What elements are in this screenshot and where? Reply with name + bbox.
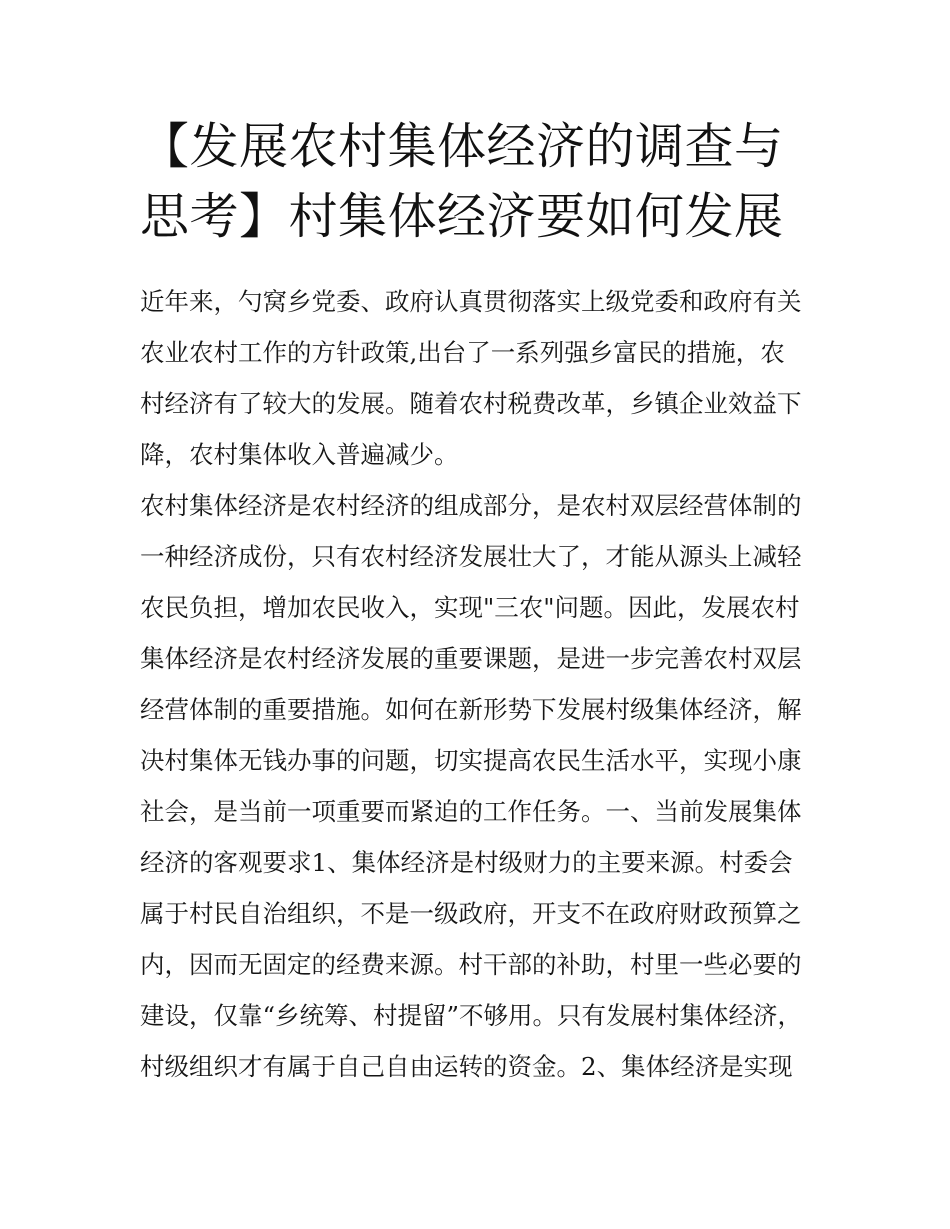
body-line: 村级组织才有属于自己自由运转的资金。2、集体经济是实现: [140, 1052, 793, 1081]
body-line: 农村集体经济是农村经济的组成部分，是农村双层经营体制的: [140, 491, 802, 520]
body-line: 降，农村集体收入普遍减少。: [140, 440, 459, 469]
body-line: 建设，仅靠“乡统筹、村提留”不够用。只有发展村集体经济，: [140, 1001, 803, 1030]
body-line: 一种经济成份，只有农村经济发展壮大了，才能从源头上减轻: [140, 542, 802, 571]
body-line: 村经济有了较大的发展。随着农村税费改革，乡镇企业效益下: [140, 389, 802, 418]
document-body: [140, 276, 830, 1092]
document-title: [140, 112, 830, 252]
title-line-1: 【发展农村集体经济的调查与: [140, 118, 784, 175]
body-line: 农民负担，增加农民收入，实现"三农"问题。因此，发展农村: [140, 593, 800, 622]
body-line: 属于村民自治组织，不是一级政府，开支不在政府财政预算之: [140, 899, 802, 928]
body-line: 近年来，勺窝乡党委、政府认真贯彻落实上级党委和政府有关: [140, 287, 802, 316]
body-line: 集体经济是农村经济发展的重要课题，是进一步完善农村双层: [140, 644, 802, 673]
title-line-2: 思考】村集体经济要如何发展: [140, 188, 784, 245]
body-line: 决村集体无钱办事的问题，切实提高农民生活水平，实现小康: [140, 746, 802, 775]
body-line: 内，因而无固定的经费来源。村干部的补助，村里一些必要的: [140, 950, 802, 979]
body-line: 经济的客观要求1、集体经济是村级财力的主要来源。村委会: [140, 848, 793, 877]
body-line: 社会，是当前一项重要而紧迫的工作任务。一、当前发展集体: [140, 797, 802, 826]
body-line: 经营体制的重要措施。如何在新形势下发展村级集体经济，解: [140, 695, 802, 724]
body-line: 农业农村工作的方针政策,出台了一系列强乡富民的措施，农: [140, 338, 785, 367]
